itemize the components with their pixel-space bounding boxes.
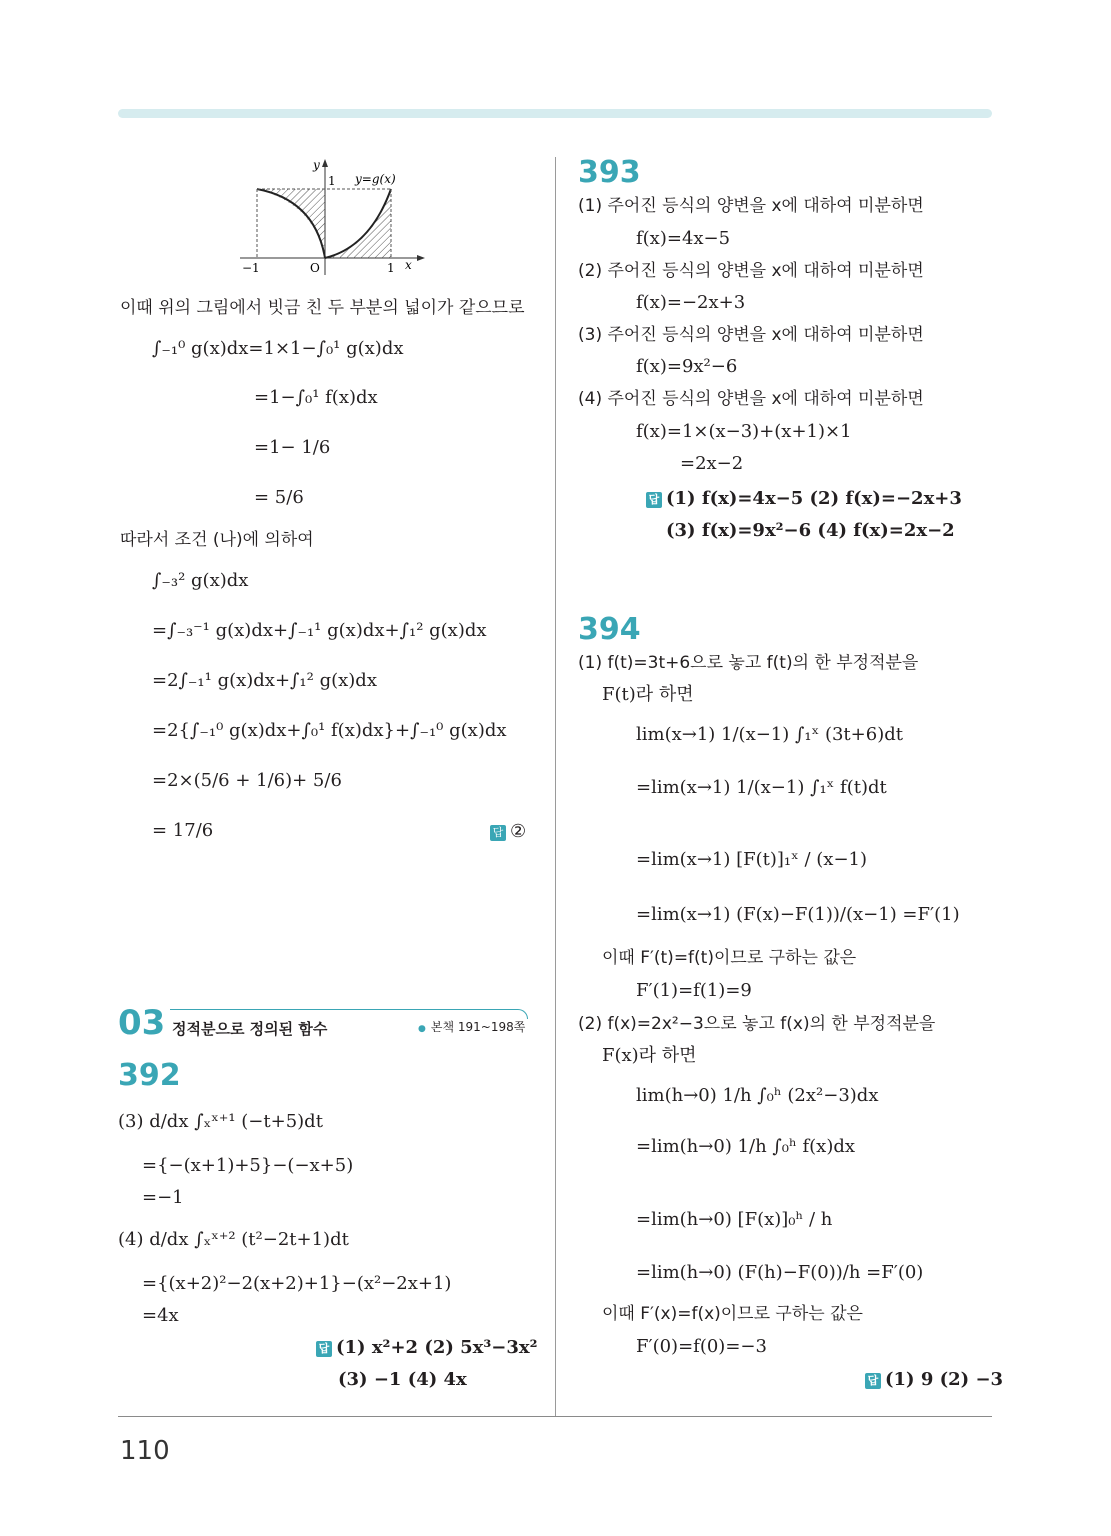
graph-label-func: y=g(x) <box>355 172 396 186</box>
p393-answer-2: (3) f(x)=9x²−6 (4) f(x)=2x−2 <box>666 520 955 541</box>
graph-label-origin: O <box>310 261 320 275</box>
p394-line: (1) f(t)=3t+6으로 놓고 f(t)의 한 부정적분을 <box>578 653 919 673</box>
p392-answer <box>316 1336 538 1360</box>
p394-line: (2) f(x)=2x²−3으로 놓고 f(x)의 한 부정적분을 <box>578 1014 936 1034</box>
column-divider <box>555 157 556 1417</box>
left-text-line: 따라서 조건 (나)에 의하여 <box>120 530 314 550</box>
p394-line: F′(0)=f(0)=−3 <box>636 1336 767 1357</box>
p392-line: ={(x+2)²−2(x+2)+1}−(x²−2x+1) <box>142 1273 452 1294</box>
bottom-rule <box>118 1416 992 1417</box>
p393-line: (2) 주어진 등식의 양변을 x에 대하여 미분하면 <box>578 261 924 281</box>
p393-line: f(x)=1×(x−3)+(x+1)×1 <box>636 421 852 442</box>
graph-label-neg1: −1 <box>242 261 260 275</box>
p392-line: =−1 <box>142 1187 184 1208</box>
section-number: 03 <box>118 1003 166 1043</box>
p392-answer-2: (3) −1 (4) 4x <box>338 1369 467 1390</box>
p394-answer <box>865 1368 1003 1392</box>
top-banner <box>118 109 992 118</box>
p393-line: f(x)=4x−5 <box>636 228 731 249</box>
p392-line: (4) d/dx ∫ₓˣ⁺² (t²−2t+1)dt <box>118 1229 349 1250</box>
p392-line: (3) d/dx ∫ₓˣ⁺¹ (−t+5)dt <box>118 1111 323 1132</box>
section-header <box>118 1003 532 1043</box>
left-math-line: =2×(5/6 + 1/6)+ 5/6 <box>152 770 342 791</box>
p394-line: F(x)라 하면 <box>602 1045 697 1066</box>
p394-line: =lim(x→1) (F(x)−F(1))/(x−1) =F′(1) <box>636 904 960 925</box>
answer-badge: 답 <box>646 492 662 508</box>
left-math-line: =1−∫₀¹ f(x)dx <box>254 387 378 408</box>
graph-label-x: x <box>405 258 412 272</box>
left-math-line: =2∫₋₁¹ g(x)dx+∫₁² g(x)dx <box>152 670 377 691</box>
left-math-line: = 17/6 <box>152 820 214 841</box>
left-math-line: =1− 1/6 <box>254 437 331 458</box>
p394-answer-value: (1) 9 (2) −3 <box>885 1369 1004 1390</box>
p393-line: =2x−2 <box>680 453 744 474</box>
p394-line: =lim(h→0) (F(h)−F(0))/h =F′(0) <box>636 1262 924 1283</box>
left-math-line: ∫₋₁⁰ g(x)dx=1×1−∫₀¹ g(x)dx <box>152 338 404 359</box>
section-title: 정적분으로 정의된 함수 <box>172 1020 328 1038</box>
p393-line: f(x)=9x²−6 <box>636 356 738 377</box>
answer-badge: 답 <box>865 1373 881 1389</box>
p394-line: 이때 F′(x)=f(x)이므로 구하는 값은 <box>602 1304 863 1324</box>
problem-number-392: 392 <box>118 1058 181 1093</box>
problem-number-393: 393 <box>578 155 641 190</box>
p393-line: (1) 주어진 등식의 양변을 x에 대하여 미분하면 <box>578 196 924 216</box>
p393-line: (4) 주어진 등식의 양변을 x에 대하여 미분하면 <box>578 389 924 409</box>
graph-figure <box>230 155 430 280</box>
answer-badge: 답 <box>316 1341 332 1357</box>
section-reference: ● 본책 191~198쪽 <box>418 1018 525 1035</box>
graph-label-x1: 1 <box>387 261 395 275</box>
left-answer <box>490 820 526 844</box>
left-answer-value: ② <box>510 821 527 842</box>
p392-line: ={−(x+1)+5}−(−x+5) <box>142 1155 354 1176</box>
p394-line: F(t)라 하면 <box>602 684 694 705</box>
p394-line: =lim(x→1) [F(t)]₁ˣ / (x−1) <box>636 849 868 870</box>
p393-line: (3) 주어진 등식의 양변을 x에 대하여 미분하면 <box>578 325 924 345</box>
p393-answer <box>646 487 962 511</box>
left-math-line: =∫₋₃⁻¹ g(x)dx+∫₋₁¹ g(x)dx+∫₁² g(x)dx <box>152 620 487 641</box>
left-math-line: = 5/6 <box>254 487 304 508</box>
p394-line: 이때 F′(t)=f(t)이므로 구하는 값은 <box>602 948 857 968</box>
p394-line: lim(h→0) 1/h ∫₀ʰ (2x²−3)dx <box>636 1085 879 1106</box>
problem-number-394: 394 <box>578 612 641 647</box>
left-math-line: ∫₋₃² g(x)dx <box>152 570 249 591</box>
p394-line: F′(1)=f(1)=9 <box>636 980 752 1001</box>
graph-label-y: y <box>313 158 320 172</box>
p393-answer-1: (1) f(x)=4x−5 (2) f(x)=−2x+3 <box>666 488 962 509</box>
p394-line: =lim(h→0) 1/h ∫₀ʰ f(x)dx <box>636 1136 856 1157</box>
p394-line: =lim(x→1) 1/(x−1) ∫₁ˣ f(t)dt <box>636 777 887 798</box>
answer-badge: 답 <box>490 825 506 841</box>
p394-line: =lim(h→0) [F(x)]₀ʰ / h <box>636 1209 833 1230</box>
graph-label-1: 1 <box>328 174 336 188</box>
left-text-line: 이때 위의 그림에서 빗금 친 두 부분의 넓이가 같으므로 <box>120 298 525 318</box>
p392-line: =4x <box>142 1305 179 1326</box>
page-number: 110 <box>120 1436 170 1466</box>
p393-line: f(x)=−2x+3 <box>636 292 746 313</box>
p392-answer-1: (1) x²+2 (2) 5x³−3x² <box>336 1337 538 1358</box>
left-math-line: =2{∫₋₁⁰ g(x)dx+∫₀¹ f(x)dx}+∫₋₁⁰ g(x)dx <box>152 720 507 741</box>
p394-line: lim(x→1) 1/(x−1) ∫₁ˣ (3t+6)dt <box>636 724 903 745</box>
